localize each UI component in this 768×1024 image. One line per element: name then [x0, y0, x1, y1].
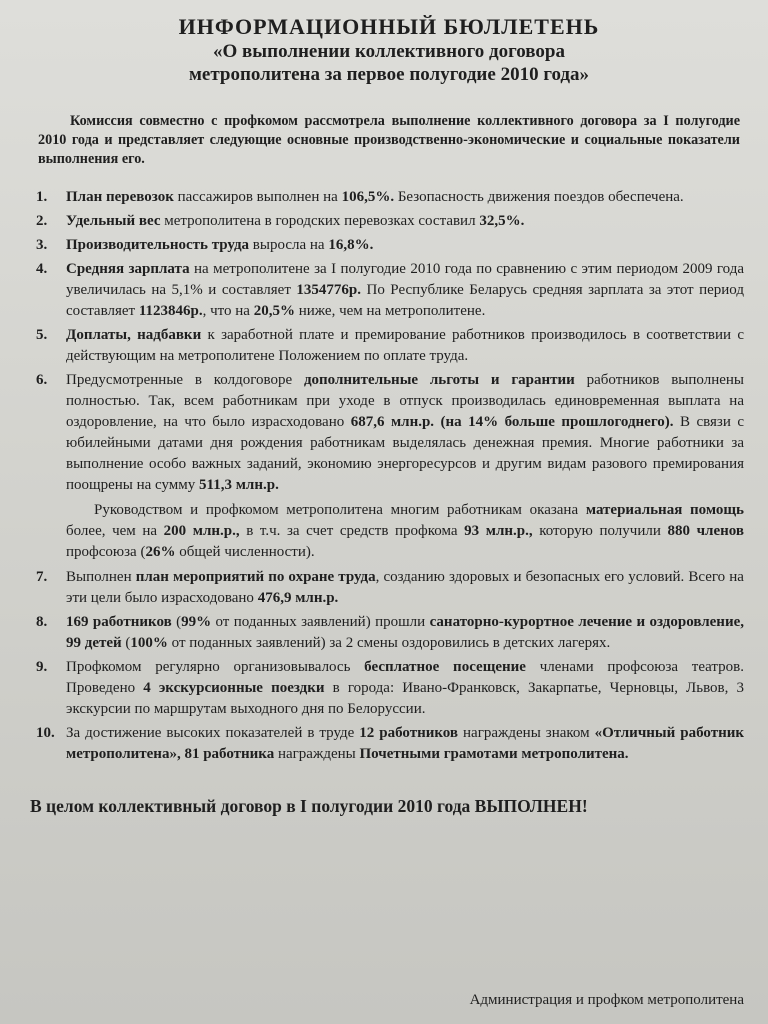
bold-fragment: 26% — [145, 544, 176, 560]
text-fragment: ( — [121, 635, 131, 651]
text-fragment: в города: Ивано-Франковск, Закарпатье, Черновцы, Львов, 3 экскурсии по маршрутам выходного дня по Белоруссии. — [66, 680, 744, 717]
text-fragment: награждены знаком — [458, 725, 595, 741]
text-fragment: общей численности). — [175, 544, 315, 560]
text-fragment: к заработной плате и премирование работников производилось в соответствии с действующим на метрополитене Положением по оплате труда. — [66, 327, 745, 364]
text-fragment: , созданию здоровых и безопасных его условий. Всего на эти цели было израсходовано — [66, 569, 744, 606]
text-fragment: выросла на — [249, 237, 329, 253]
bold-fragment: Доплаты, надбавки — [66, 327, 202, 343]
item-number: 1. — [36, 189, 48, 205]
item-number: 4. — [36, 261, 48, 277]
text-fragment: , что на — [202, 303, 254, 319]
bold-fragment: 93 млн.р., — [464, 523, 533, 539]
item-number: 2. — [36, 213, 48, 229]
bold-fragment: 4 экскурсионные поездки — [143, 680, 325, 696]
bold-fragment: 32,5%. — [479, 213, 525, 229]
bold-fragment: 687,6 млн.р. (на 14% больше прошлогоднего). — [350, 414, 674, 430]
bold-fragment: 1354776р. — [296, 282, 361, 298]
text-fragment: ( — [171, 614, 182, 630]
item-number: 6. — [36, 372, 48, 388]
text-fragment: работников выполнены полностью. Так, всем работникам при уходе в отпуск производилась единовременная выплата на оздоровление, на что было израсходовано — [66, 372, 744, 430]
bold-fragment: 99% — [181, 614, 212, 630]
bulletin-title: ИНФОРМАЦИОННЫЙ БЮЛЛЕТЕНЬ — [178, 14, 600, 39]
bold-fragment: санаторно-курортное лечение и оздоровление, — [429, 614, 744, 630]
text-fragment: В связи с юбилейными датами дня рождения работникам выделялась денежная премия. Многие работники за выполнение особо важных заданий, экономию энергоресурсов и другим видам разового премирования поощрены на сумму — [66, 414, 745, 493]
bold-fragment: 169 работников — [66, 614, 172, 630]
bold-fragment: Производительность труда — [66, 237, 250, 253]
text-fragment: от поданных заявлений) за 2 смены оздоровились в детских лагерях. — [167, 635, 611, 651]
text-fragment: которую получили — [532, 523, 668, 539]
text-fragment: Предусмотренные в колдоговоре — [66, 372, 304, 388]
results-list — [30, 187, 748, 496]
list-item — [30, 187, 744, 208]
bold-fragment: материальная помощь — [585, 502, 744, 518]
list-item — [30, 567, 744, 609]
bold-fragment: 81 работника — [184, 746, 275, 762]
bold-fragment: Средняя зарплата — [66, 261, 190, 277]
bold-fragment: Почетными грамотами метрополитена. — [359, 746, 629, 762]
text-fragment: пассажиров выполнен на — [173, 189, 342, 205]
bold-fragment: 880 членов — [667, 523, 744, 539]
bold-fragment: Удельный вес — [66, 213, 161, 229]
text-fragment: ниже, чем на метрополитене. — [294, 303, 486, 319]
text-fragment: более, чем на — [66, 523, 164, 539]
bold-fragment: 16,8%. — [328, 237, 374, 253]
bold-fragment: 99 детей — [66, 635, 122, 651]
item-number: 9. — [36, 659, 48, 675]
list-item — [30, 723, 744, 765]
bold-fragment: 1123846р. — [138, 303, 203, 319]
item-number: 5. — [36, 327, 48, 343]
item-number: 7. — [36, 569, 48, 585]
conclusion-statement: В целом коллективный договор в I полугодии 2010 года ВЫПОЛНЕН! — [30, 796, 588, 816]
bulletin-subtitle-line1: «О выполнении коллективного договора — [213, 41, 565, 62]
text-fragment: от поданных заявлений) прошли — [211, 614, 430, 630]
bold-fragment: план мероприятий по охране труда — [135, 569, 376, 585]
bold-fragment: «Отличный работник метрополитена», — [66, 725, 744, 762]
material-aid-paragraph — [66, 500, 744, 563]
intro-paragraph: Комиссия совместно с профкомом рассмотрела выполнение коллективного договора за I полугодие 2010 года и представляет следующие основные производственно-экономические и социальные показатели выполнения его. — [38, 113, 740, 167]
bold-fragment: 511,3 млн.р. — [199, 477, 279, 493]
bold-fragment: 200 млн.р., — [163, 523, 240, 539]
text-fragment: Руководством и профкомом метрополитена многим работникам оказана — [94, 502, 586, 518]
text-fragment: За достижение высоких показателей в труде — [66, 725, 360, 741]
text-fragment: метрополитена в городских перевозках составил — [160, 213, 480, 229]
text-fragment: на метрополитене за I полугодие 2010 года по сравнению с этим периодом 2009 года увеличилась на 5,1% и составляет — [66, 261, 744, 298]
bold-fragment: дополнительные льготы и гарантии — [303, 372, 575, 388]
list-item — [30, 259, 744, 322]
text-fragment: в т.ч. за счет средств профкома — [239, 523, 465, 539]
results-list-continued — [30, 567, 748, 765]
bold-fragment: 100% — [130, 635, 168, 651]
bold-fragment: 106,5%. — [341, 189, 395, 205]
text-fragment: членами профсоюза театров. Проведено — [66, 659, 745, 696]
bold-fragment: бесплатное посещение — [364, 659, 526, 675]
bold-fragment: План перевозок — [66, 189, 174, 205]
item-number: 8. — [36, 614, 48, 630]
list-item — [30, 612, 744, 654]
text-fragment: Профкомом регулярно организовывалось — [66, 659, 365, 675]
signature-line: Администрация и профком метрополитена — [469, 992, 744, 1008]
item-number: 10. — [36, 725, 55, 741]
text-fragment: Безопасность движения поездов обеспечена. — [394, 189, 684, 205]
item-number: 3. — [36, 237, 48, 253]
text-fragment: По Республике Беларусь средняя зарплата за этот период составляет — [66, 282, 744, 319]
bold-fragment: 12 работников — [359, 725, 459, 741]
list-item — [30, 325, 744, 367]
bold-fragment: 20,5% — [253, 303, 295, 319]
text-fragment: профсоюза ( — [66, 544, 146, 560]
list-item — [30, 370, 744, 496]
list-item — [30, 235, 744, 256]
bold-fragment: 476,9 млн.р. — [257, 590, 339, 606]
bulletin-subtitle-line2: метрополитена за первое полугодие 2010 года» — [188, 64, 590, 85]
text-fragment: Выполнен — [66, 569, 136, 585]
list-item — [30, 657, 744, 720]
text-fragment: награждены — [274, 746, 360, 762]
list-item — [30, 211, 744, 232]
